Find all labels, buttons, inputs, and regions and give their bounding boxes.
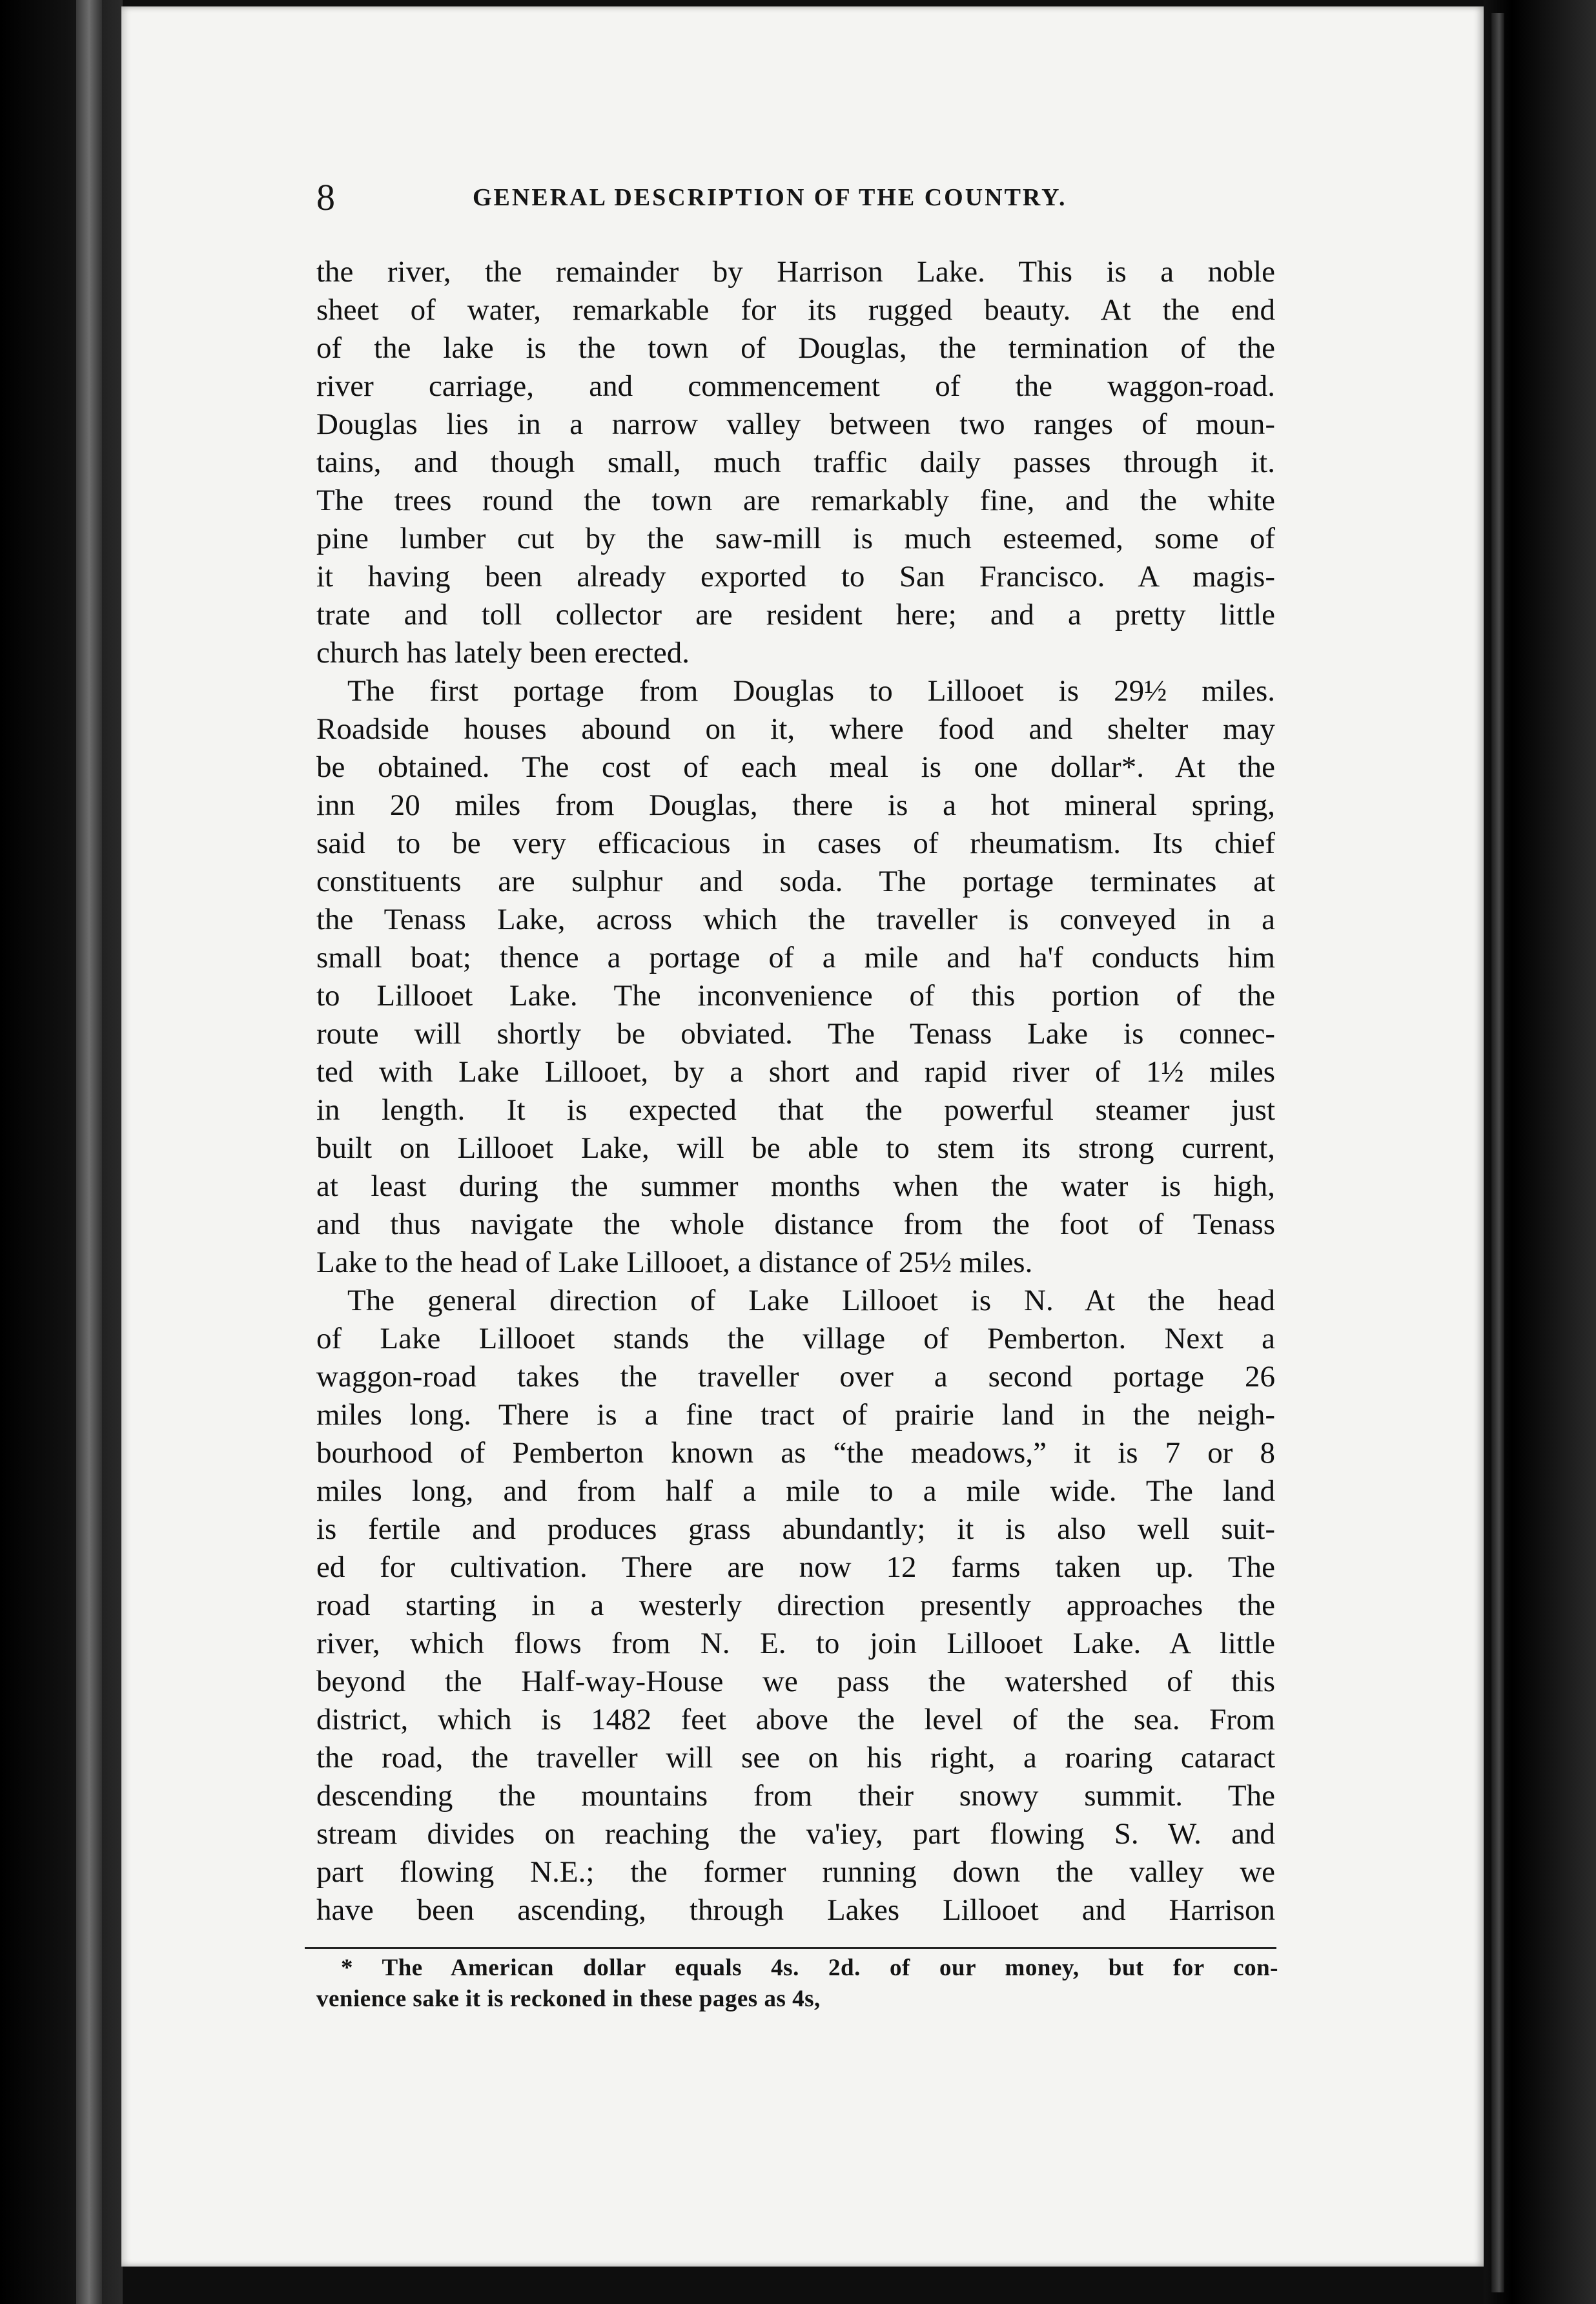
text-line: district, which is 1482 feet above the level of the sea. From <box>316 1703 1275 1736</box>
footnote-rule <box>305 1947 1276 1949</box>
text-line: Lake to the head of Lake Lillooet, a distance of 25½ miles. <box>316 1246 1033 1279</box>
text-line: beyond the Half-way-House we pass the watershed of this <box>316 1665 1275 1698</box>
text-line: road starting in a westerly direction presently approaches the <box>316 1589 1275 1622</box>
text-line: to Lillooet Lake. The inconvenience of this portion of the <box>316 979 1275 1013</box>
text-line: the Tenass Lake, across which the traveller is conveyed in a <box>316 903 1275 936</box>
text-line: miles long, and from half a mile to a mile wide. The land <box>316 1474 1275 1508</box>
text-line: sheet of water, remarkable for its rugged beauty. At the end <box>316 293 1275 327</box>
text-line: the river, the remainder by Harrison Lake. This is a noble <box>316 255 1275 289</box>
running-head: GENERAL DESCRIPTION OF THE COUNTRY. <box>473 184 1067 211</box>
text-line: part flowing N.E.; the former running down the valley we <box>316 1855 1275 1889</box>
text-line: have been ascending, through Lakes Lillooet and Harrison <box>316 1893 1275 1927</box>
text-line: and thus navigate the whole distance from the foot of Tenass <box>316 1208 1275 1241</box>
left-page-edge <box>76 0 102 2304</box>
text-line: Roadside houses abound on it, where food and shelter may <box>316 712 1275 746</box>
text-line: it having been already exported to San Francisco. A magis- <box>316 560 1275 593</box>
text-line: said to be very efficacious in cases of rheumatism. Its chief <box>316 827 1275 860</box>
footnote-line: venience sake it is reckoned in these pages as 4s, <box>316 1986 821 2012</box>
text-line: small boat; thence a portage of a mile and ha'f conducts him <box>316 941 1275 974</box>
text-line: tains, and though small, much traffic daily passes through it. <box>316 446 1275 479</box>
page-header <box>316 176 1298 221</box>
left-binding-edge <box>0 0 123 2304</box>
text-line: inn 20 miles from Douglas, there is a hot mineral spring, <box>316 788 1275 822</box>
text-line: The general direction of Lake Lillooet is N. At the head <box>347 1284 1275 1317</box>
text-line: of Lake Lillooet stands the village of Pemberton. Next a <box>316 1322 1275 1355</box>
text-line: miles long. There is a fine tract of prairie land in the neigh- <box>316 1398 1275 1432</box>
text-line: at least during the summer months when the water is high, <box>316 1169 1275 1203</box>
footnote <box>316 1953 1278 2015</box>
text-line: Douglas lies in a narrow valley between two ranges of moun- <box>316 407 1275 441</box>
text-line: of the lake is the town of Douglas, the termination of the <box>316 331 1275 365</box>
text-line: trate and toll collector are resident here; and a pretty little <box>316 598 1275 632</box>
text-line: stream divides on reaching the va'iey, part flowing S. W. and <box>316 1817 1275 1851</box>
text-line: the road, the traveller will see on his right, a roaring cataract <box>316 1741 1275 1774</box>
text-line: pine lumber cut by the saw-mill is much esteemed, some of <box>316 522 1275 555</box>
right-page-edge <box>1491 13 1504 2292</box>
text-line: bourhood of Pemberton known as “the meadows,” it is 7 or 8 <box>316 1436 1275 1470</box>
text-line: is fertile and produces grass abundantly; it is also well suit- <box>316 1512 1275 1546</box>
text-line: ted with Lake Lillooet, by a short and rapid river of 1½ miles <box>316 1055 1275 1089</box>
text-line: built on Lillooet Lake, will be able to stem its strong current, <box>316 1131 1275 1165</box>
text-line: The trees round the town are remarkably fine, and the white <box>316 484 1275 517</box>
text-line: ed for cultivation. There are now 12 farms taken up. The <box>316 1550 1275 1584</box>
body-text <box>316 253 1275 1929</box>
text-line: in length. It is expected that the powerful steamer just <box>316 1093 1275 1127</box>
text-line: church has lately been erected. <box>316 636 690 670</box>
text-line: river carriage, and commencement of the waggon-road. <box>316 369 1275 403</box>
page-number: 8 <box>316 176 335 218</box>
text-line: waggon-road takes the traveller over a second portage 26 <box>316 1360 1275 1394</box>
footnote-line: * The American dollar equals 4s. 2d. of our money, but for con- <box>341 1955 1278 1981</box>
text-line: route will shortly be obviated. The Tenass Lake is connec- <box>316 1017 1275 1051</box>
text-line: river, which flows from N. E. to join Lillooet Lake. A little <box>316 1627 1275 1660</box>
text-line: be obtained. The cost of each meal is one dollar*. At the <box>316 750 1275 784</box>
text-line: descending the mountains from their snowy summit. The <box>316 1779 1275 1813</box>
text-line: constituents are sulphur and soda. The portage terminates at <box>316 865 1275 898</box>
text-line: The first portage from Douglas to Lillooet is 29½ miles. <box>347 674 1275 708</box>
